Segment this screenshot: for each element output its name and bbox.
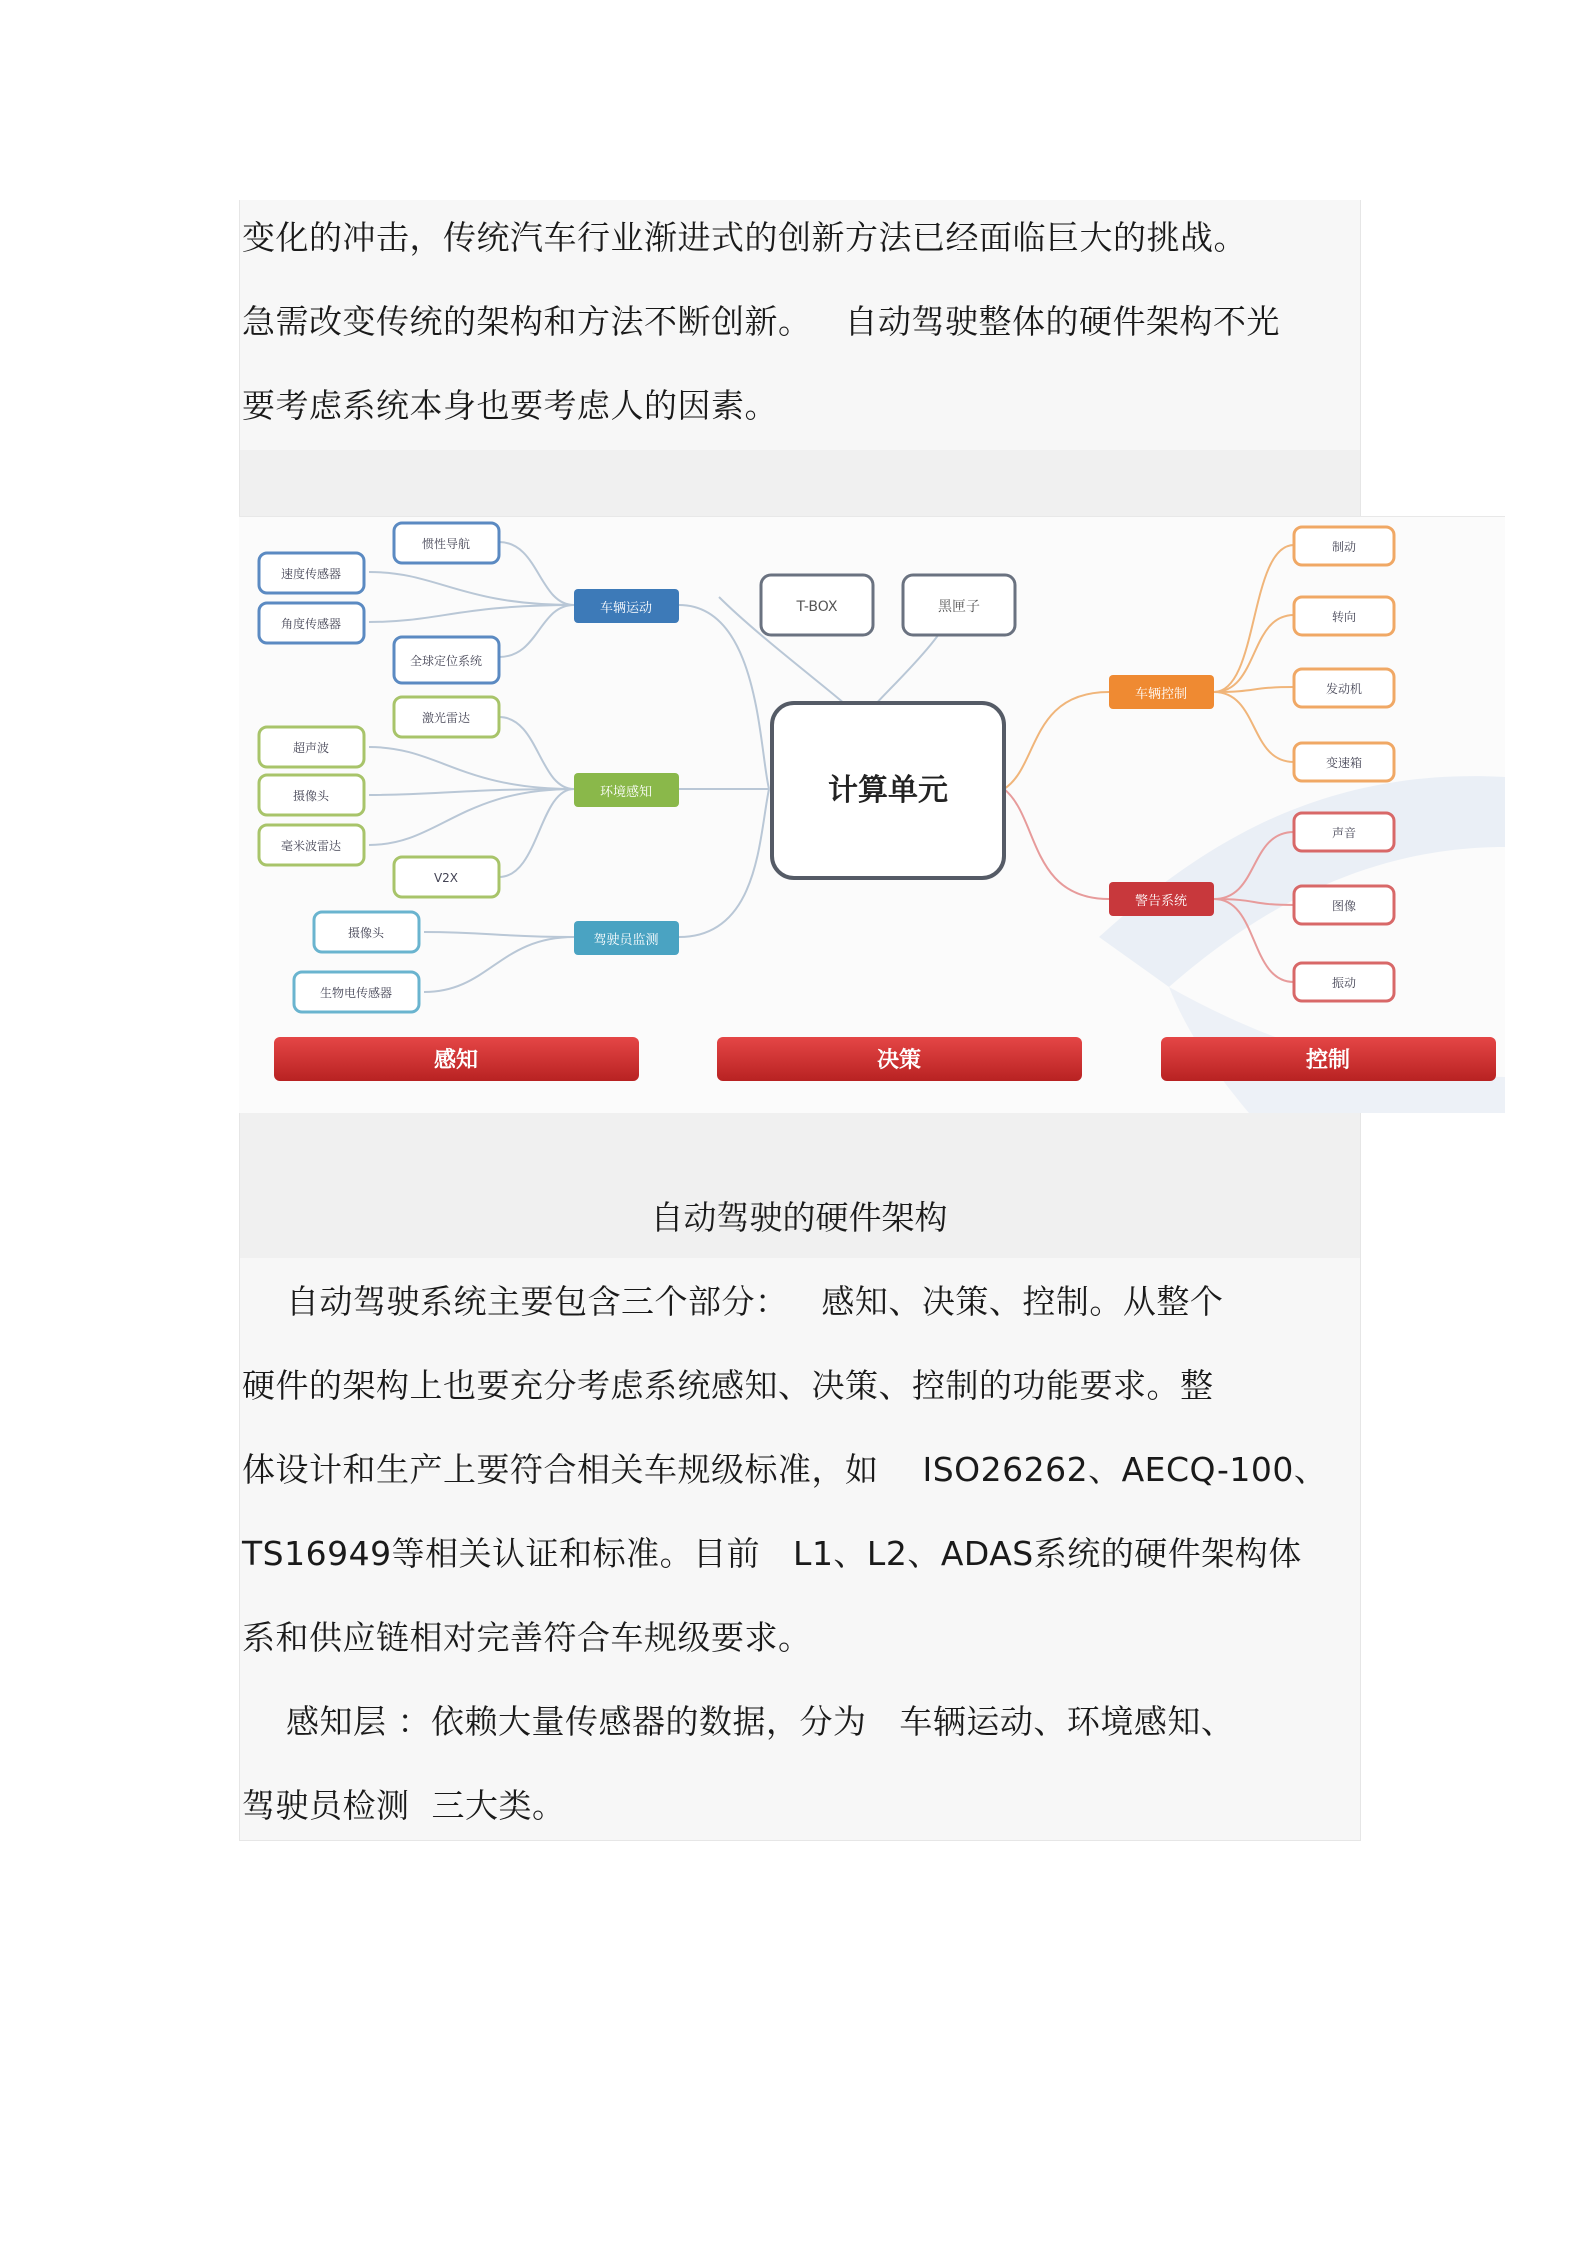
leaf-gnss-label: 全球定位系统 (409, 654, 483, 668)
leaf-steering-label: 转向 (1331, 610, 1357, 624)
architecture-diagram (239, 516, 1505, 1113)
leaf-bio-sensor-label: 生物电传感器 (319, 986, 393, 1000)
architecture-diagram-svg (239, 517, 1505, 1113)
leaf-v2x-label: V2X (433, 871, 459, 885)
leaf-camera-env-label: 摄像头 (292, 789, 330, 803)
leaf-ultrasonic-label: 超声波 (292, 741, 330, 755)
paragraph-line: 体设计和生产上要符合相关车规级标准，如 ISO26262、AECQ-100、 (242, 1450, 1328, 1489)
leaf-sound-label: 声音 (1331, 826, 1357, 840)
bar-decision-label: 决策 (876, 1048, 922, 1073)
bar-control-label: 控制 (1305, 1048, 1351, 1073)
blackbox-label: 黑匣子 (938, 599, 980, 615)
leaf-brake-label: 制动 (1331, 540, 1357, 554)
paragraph-line: 硬件的架构上也要充分考虑系统感知、决策、控制的功能要求。整 (242, 1366, 1214, 1405)
hub-vehicle-control-label: 车辆控制 (1134, 687, 1188, 702)
leaf-mmwave-radar-label: 毫米波雷达 (280, 839, 342, 853)
compute-unit-label: 计算单元 (828, 773, 948, 808)
hub-driver-monitor-label: 驾驶员监测 (593, 933, 659, 948)
watermark-swoosh (1099, 776, 1505, 987)
hub-vehicle-motion-label: 车辆运动 (599, 601, 653, 616)
leaf-camera-driver-label: 摄像头 (347, 926, 385, 940)
paragraph-line: 自动驾驶系统主要包含三个部分： 感知、决策、控制。从整个 (242, 1282, 1224, 1321)
paragraph-line: 急需改变传统的架构和方法不断创新。 自动驾驶整体的硬件架构不光 (242, 302, 1280, 341)
paragraph-line: 驾驶员检测 三大类。 (242, 1786, 566, 1825)
leaf-angle-sensor-label: 角度传感器 (280, 617, 342, 631)
paragraph-line: 感知层 ：依赖大量传感器的数据，分为 车辆运动、环境感知、 (242, 1702, 1235, 1741)
leaf-gearbox-label: 变速箱 (1325, 756, 1363, 770)
leaf-image-label: 图像 (1331, 899, 1357, 913)
leaf-lidar-label: 激光雷达 (421, 711, 471, 725)
paragraph-line: 系和供应链相对完善符合车规级要求。 (242, 1618, 812, 1657)
paragraph-line: 变化的冲击，传统汽车行业渐进式的创新方法已经面临巨大的挑战。 (242, 218, 1247, 257)
hub-alert-system-label: 警告系统 (1134, 894, 1188, 909)
tbox-label: T-BOX (796, 599, 838, 615)
figure-caption: 自动驾驶的硬件架构 (650, 1198, 948, 1237)
paragraph-line: 要考虑系统本身也要考虑人的因素。 (242, 386, 778, 425)
paragraph-line: TS16949等相关认证和标准。目前 L1、L2、ADAS系统的硬件架构体 (242, 1534, 1302, 1573)
leaf-inertial-nav-label: 惯性导航 (421, 537, 471, 551)
hub-env-perception-label: 环境感知 (599, 785, 653, 800)
bar-perception-label: 感知 (433, 1048, 479, 1073)
leaf-engine-label: 发动机 (1325, 682, 1363, 696)
leaf-speed-sensor-label: 速度传感器 (280, 567, 342, 581)
leaf-vibration-label: 振动 (1331, 976, 1357, 990)
